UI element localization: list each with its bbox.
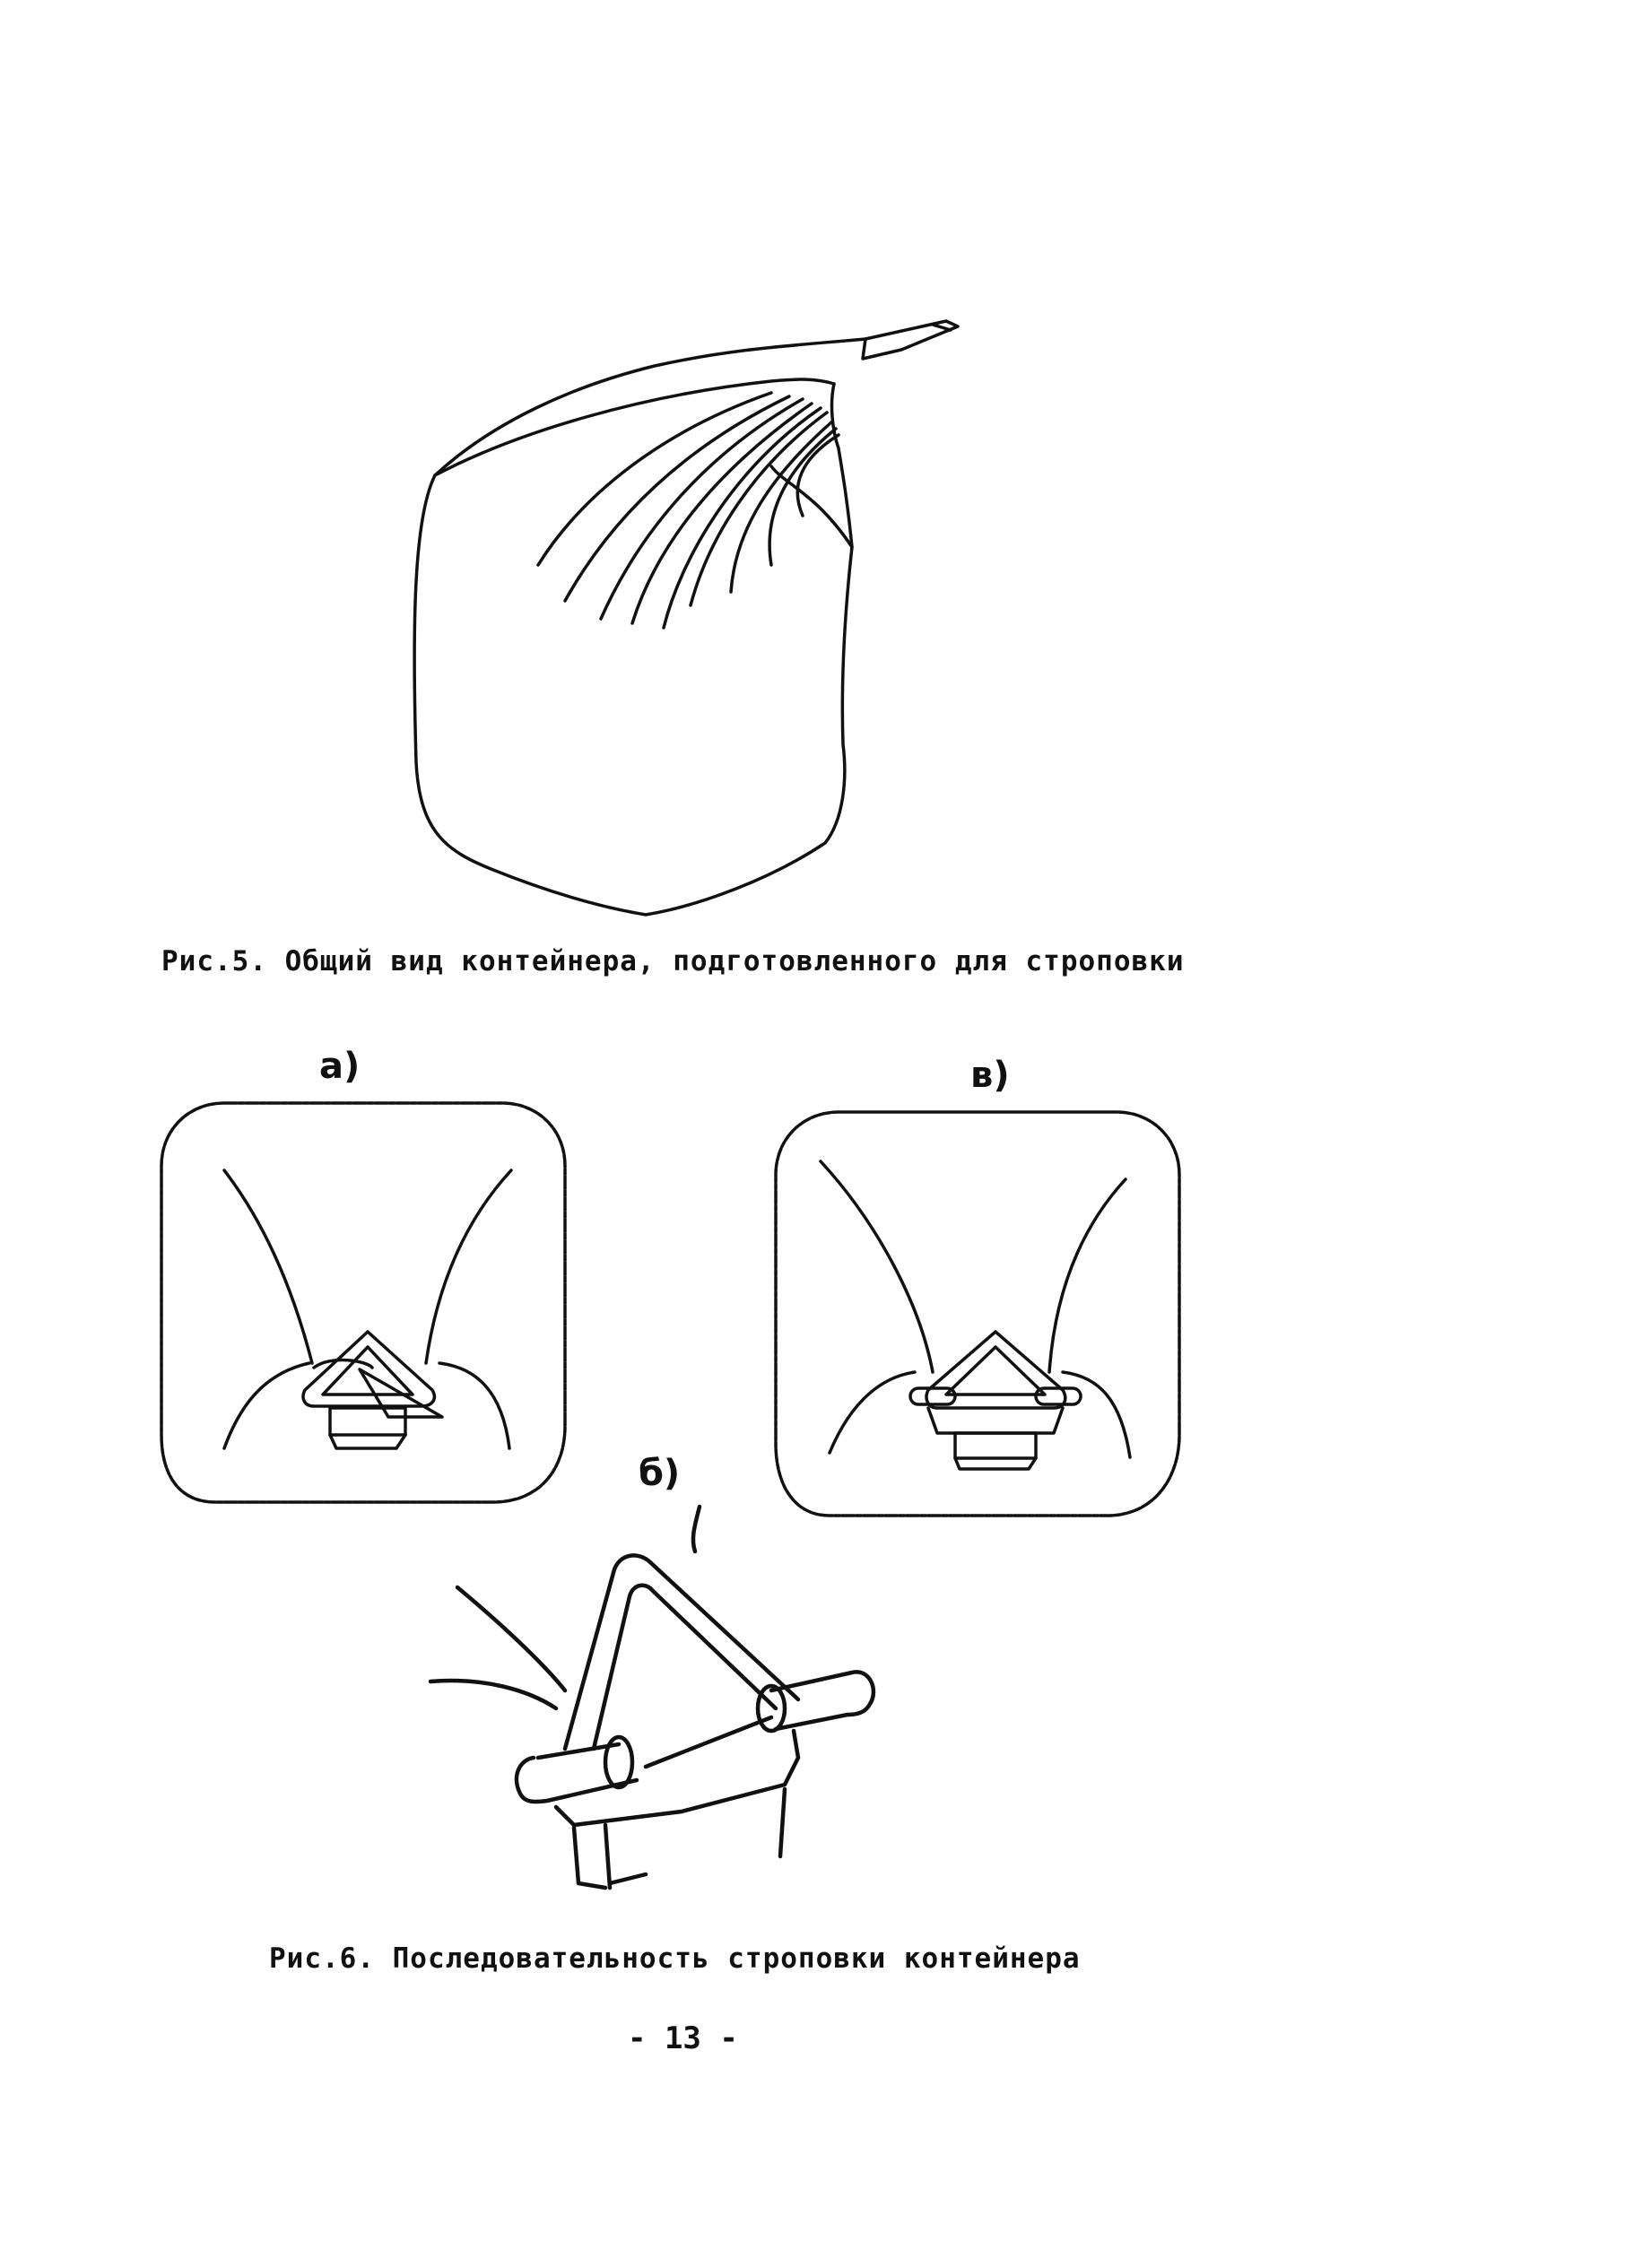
panel-a-label: а) (319, 1046, 361, 1087)
panel-v-illustration (767, 1103, 1197, 1534)
page-number: - 13 - (628, 2020, 738, 2056)
panel-b-illustration (430, 1489, 897, 1919)
panel-b-label: б) (639, 1453, 681, 1494)
figure5-caption: Рис.5. Общий вид контейнера, подготовленного для строповки (161, 945, 1185, 978)
figure6-caption: Рис.6. Последовательность строповки контейнера (269, 1942, 1081, 1975)
panel-v-label: в) (970, 1055, 1010, 1096)
panel-a-illustration (152, 1094, 583, 1525)
container-illustration (395, 332, 987, 924)
